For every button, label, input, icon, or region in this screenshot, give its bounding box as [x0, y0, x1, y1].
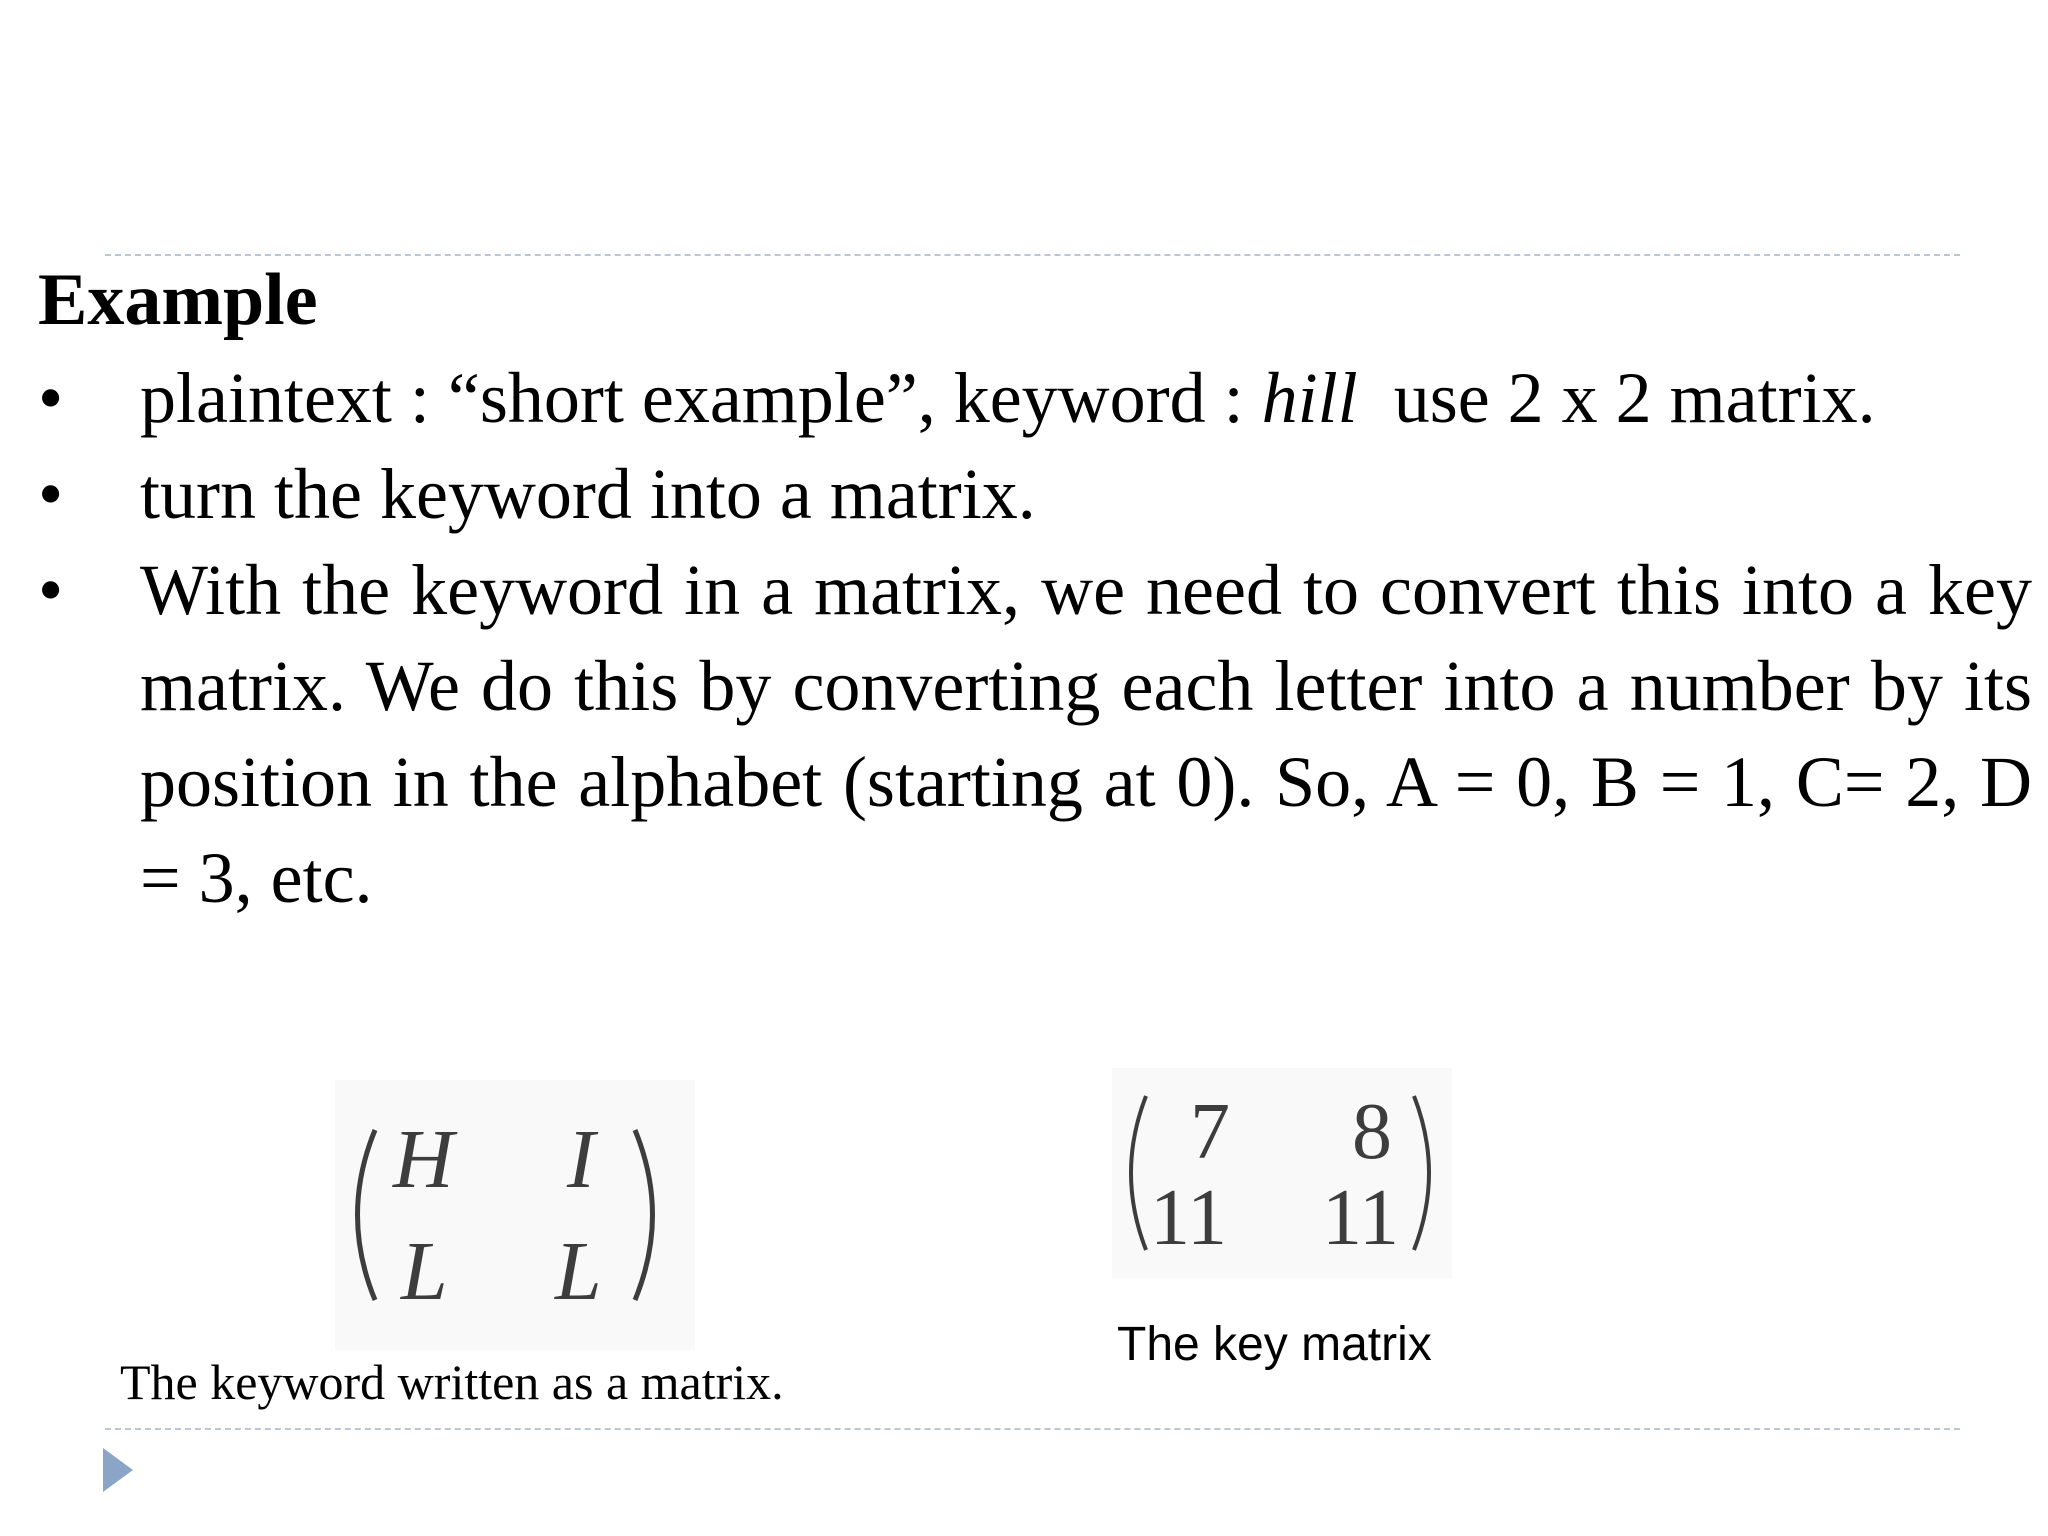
left-paren [358, 1130, 376, 1300]
bullet-list [38, 350, 2032, 926]
matrix-cell: 8 [1352, 1088, 1392, 1176]
bullet-text: With the keyword in a matrix, we need to convert this into a key matrix. We do this by converting each letter into a number by its position in the alphabet (starting at 0). So, A = 0, B = 1, C= 2, D = 3, etc. [140, 550, 2032, 918]
slide-title: Example [38, 259, 318, 341]
bullet-item [38, 350, 2032, 446]
keyword-text: hill [1261, 358, 1358, 438]
keyword-matrix-figure [335, 1080, 695, 1350]
play-triangle-icon[interactable] [103, 1448, 133, 1492]
key-matrix-figure [1112, 1068, 1452, 1278]
right-paren [635, 1130, 653, 1300]
matrix-cell: I [567, 1113, 595, 1206]
keyword-matrix-caption: The keyword written as a matrix. [120, 1354, 784, 1410]
right-paren [1414, 1096, 1429, 1250]
bullet-text-before: plaintext : “short example”, keyword : [140, 358, 1262, 438]
matrix-cell: 7 [1190, 1088, 1230, 1176]
matrix-cell: 11 [1150, 1174, 1228, 1262]
bullet-marker: • [38, 358, 64, 438]
bullet-text: turn the keyword into a matrix. [140, 454, 1036, 534]
bullet-marker: • [38, 550, 64, 630]
left-paren [1131, 1096, 1146, 1250]
bullet-item [38, 446, 2032, 542]
bullet-text-after: use 2 x 2 matrix. [1357, 358, 1876, 438]
bottom-divider [105, 1428, 1960, 1430]
matrix-cell: L [401, 1225, 448, 1318]
key-matrix-caption: The key matrix [1117, 1318, 1432, 1371]
matrix-cell: H [393, 1113, 454, 1206]
matrix-cell: L [555, 1225, 602, 1318]
bullet-marker: • [38, 454, 64, 534]
bullet-item [38, 542, 2032, 926]
matrix-cell: 11 [1322, 1174, 1400, 1262]
keyword-matrix-brackets [335, 1080, 695, 1350]
top-divider [105, 254, 1960, 256]
